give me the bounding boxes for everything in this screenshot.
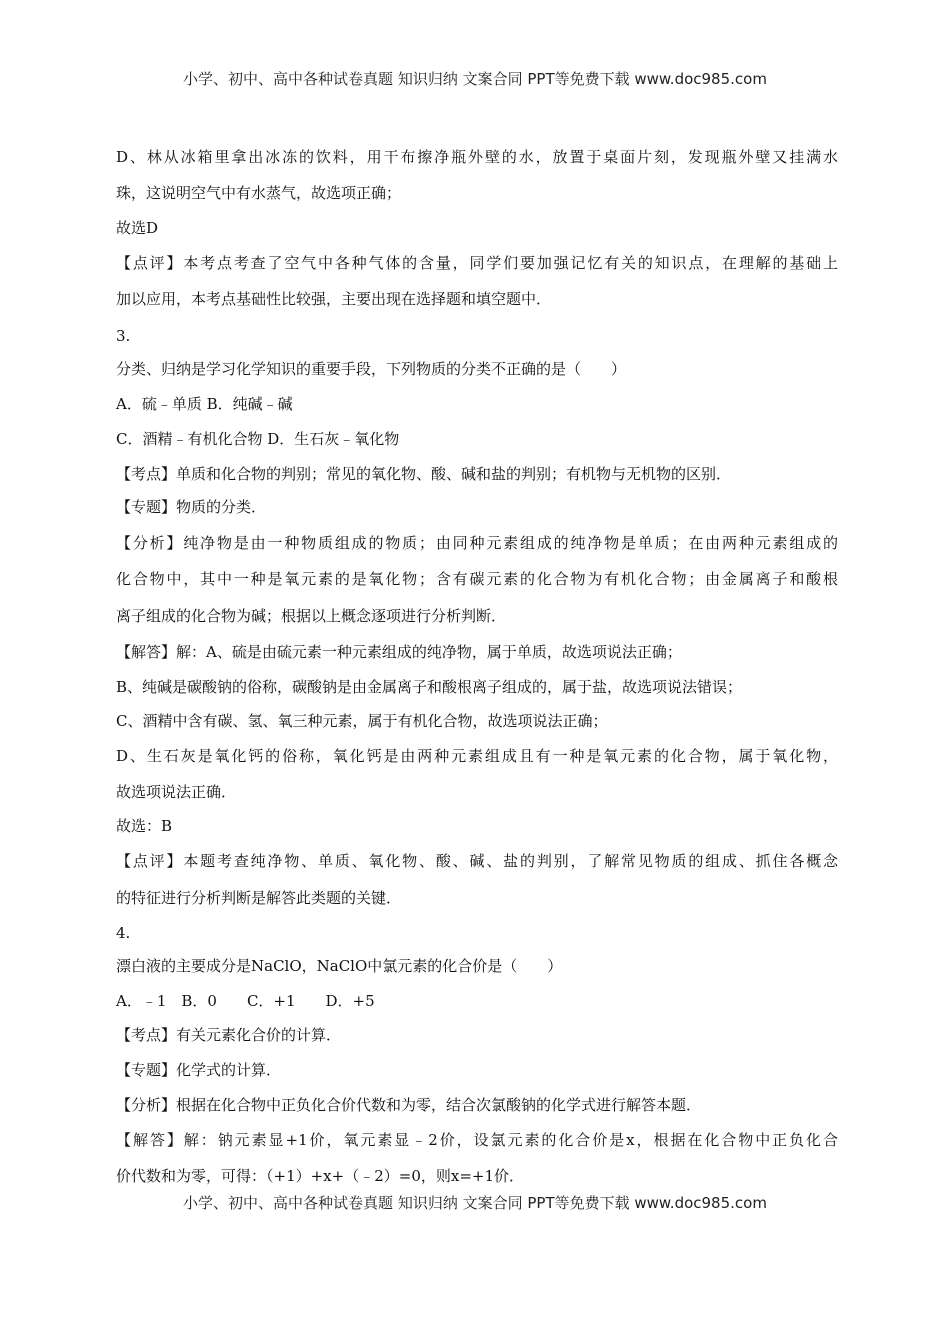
text-line: 【专题】物质的分类．: [116, 498, 267, 516]
text-line: 【考点】单质和化合物的判别；常见的氧化物、酸、碱和盐的判别；有机物与无机物的区别．: [116, 465, 732, 483]
text-line: 【解答】解：A、硫是由硫元素一种元素组成的纯净物，属于单质，故选项说法正确；: [116, 643, 682, 661]
text-line: 化合物中，其中一种是氧元素的是氧化物；含有碳元素的化合物为有机化合物；由金属离子和酸根: [116, 570, 838, 588]
text-line: A．﹣1 B．0 C．+1 D．+5: [116, 992, 375, 1010]
text-line: 珠，这说明空气中有水蒸气，故选项正确；: [116, 184, 402, 202]
text-line: 【分析】纯净物是由一种物质组成的物质；由同种元素组成的纯净物是单质；在由两种元素组成的: [116, 534, 838, 552]
page-header: 小学、初中、高中各种试卷真题 知识归纳 文案合同 PPT等免费下载 www.doc985.com: [183, 70, 767, 88]
text-line: 价代数和为零，可得：（+1）+x+（﹣2）=0，则x=+1价．: [116, 1167, 525, 1185]
text-line: 故选：B: [116, 817, 173, 835]
text-line: 3.: [116, 327, 131, 345]
text-line: 4.: [116, 924, 131, 942]
text-line: 加以应用，本考点基础性比较强，主要出现在选择题和填空题中．: [116, 290, 552, 308]
text-line: B、纯碱是碳酸钠的俗称，碳酸钠是由金属离子和酸根离子组成的，属于盐，故选项说法错误；: [116, 678, 743, 696]
page-footer: 小学、初中、高中各种试卷真题 知识归纳 文案合同 PPT等免费下载 www.doc985.com: [183, 1194, 767, 1212]
text-line: D、林从冰箱里拿出冰冻的饮料，用干布擦净瓶外壁的水，放置于桌面片刻，发现瓶外壁又挂满水: [116, 148, 838, 166]
text-line: 【分析】根据在化合物中正负化合价代数和为零，结合次氯酸钠的化学式进行解答本题．: [116, 1096, 702, 1114]
text-line: 分类、归纳是学习化学知识的重要手段，下列物质的分类不正确的是（ ）: [116, 360, 627, 378]
text-line: 【点评】本考点考查了空气中各种气体的含量，同学们要加强记忆有关的知识点，在理解的基础上: [116, 254, 838, 272]
text-line: A．硫﹣单质 B．纯碱﹣碱: [116, 395, 293, 413]
text-line: C、酒精中含有碳、氢、氧三种元素，属于有机化合物，故选项说法正确；: [116, 712, 608, 730]
text-line: 【考点】有关元素化合价的计算．: [116, 1026, 342, 1044]
text-line: 离子组成的化合物为碱；根据以上概念逐项进行分析判断．: [116, 607, 507, 625]
text-line: D、生石灰是氧化钙的俗称，氧化钙是由两种元素组成且有一种是氧元素的化合物，属于氧化物，: [116, 747, 838, 765]
text-line: C．酒精﹣有机化合物 D．生石灰﹣氧化物: [116, 430, 400, 448]
text-line: 【点评】本题考查纯净物、单质、氧化物、酸、碱、盐的判别，了解常见物质的组成、抓住各概念: [116, 852, 838, 870]
text-line: 故选项说法正确．: [116, 783, 237, 801]
text-line: 的特征进行分析判断是解答此类题的关键．: [116, 889, 402, 907]
text-line: 【解答】解：钠元素显+1价，氧元素显﹣2价，设氯元素的化合价是x，根据在化合物中正负化合: [116, 1131, 838, 1149]
text-line: 漂白液的主要成分是NaClO，NaClO中氯元素的化合价是（ ）: [116, 957, 563, 975]
text-line: 【专题】化学式的计算．: [116, 1061, 282, 1079]
text-line: 故选D: [116, 219, 159, 237]
